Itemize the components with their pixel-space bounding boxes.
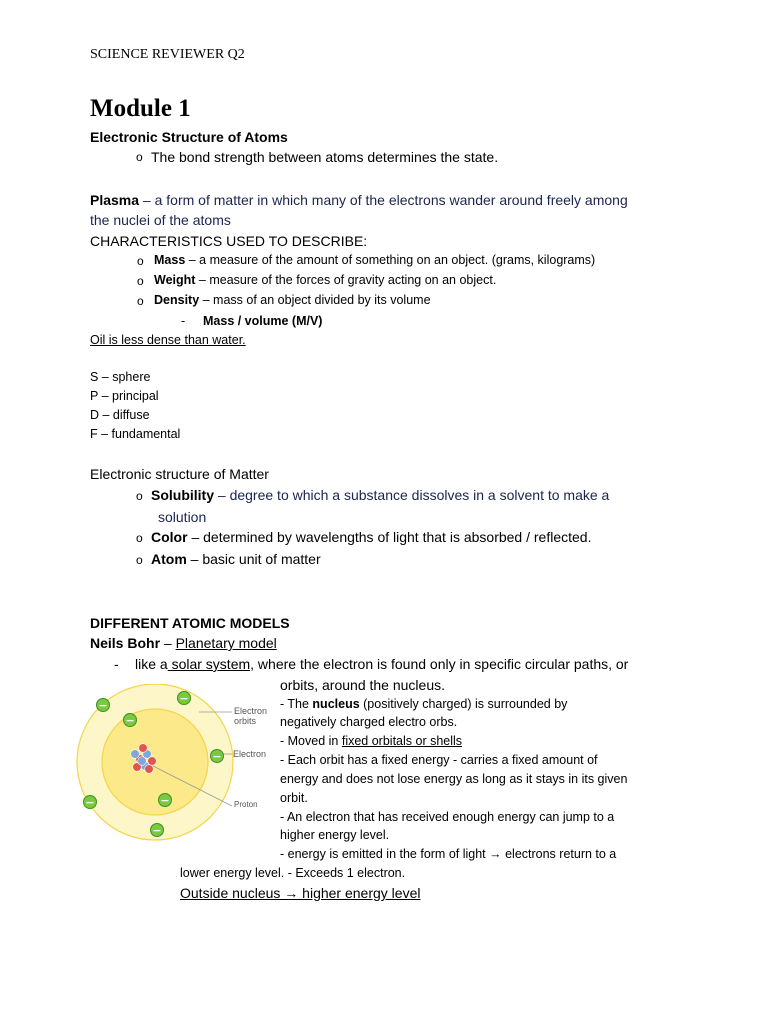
bohr-description-line1 bbox=[135, 655, 628, 673]
orbital-s: S – sphere bbox=[90, 370, 151, 384]
plasma-definition-line2: the nuclei of the atoms bbox=[90, 212, 231, 228]
module-title: Module 1 bbox=[90, 95, 191, 122]
bullet-marker: o bbox=[136, 489, 143, 503]
bullet-bond-strength: The bond strength between atoms determines the state. bbox=[151, 149, 499, 165]
characteristics-heading: CHARACTERISTICS USED TO DESCRIBE: bbox=[90, 233, 368, 249]
neutron bbox=[131, 750, 140, 759]
solar-system: solar system, bbox=[167, 656, 255, 672]
electron bbox=[124, 714, 137, 728]
neutron bbox=[138, 757, 147, 766]
nucleus-term: nucleus bbox=[312, 697, 360, 711]
desc: – basic unit of matter bbox=[186, 551, 321, 567]
fixed-orbitals: fixed orbitals or shells bbox=[341, 734, 463, 748]
desc: – mass of an object divided by its volume bbox=[199, 293, 431, 307]
svg-text:−: − bbox=[125, 714, 135, 727]
text: - Moved in bbox=[280, 734, 342, 748]
bullet-marker: o bbox=[137, 274, 144, 288]
matter-solubility-line2: solution bbox=[158, 509, 207, 525]
proton bbox=[145, 765, 154, 774]
sub-dash: - bbox=[181, 314, 186, 328]
text: where the electron is found only in specific circular paths, or bbox=[254, 656, 629, 672]
models-heading: DIFFERENT ATOMIC MODELS bbox=[90, 615, 290, 631]
bohr-point-light-line1: - energy is emitted in the form of light → electrons return to a bbox=[280, 847, 617, 861]
desc: – measure of the forces of gravity acting on an object. bbox=[195, 273, 497, 287]
term: Color bbox=[151, 529, 188, 545]
label-proton: Proton bbox=[234, 800, 258, 809]
bullet-marker: o bbox=[137, 294, 144, 308]
characteristic-weight bbox=[154, 272, 496, 288]
density-formula: Mass / volume (M/V) bbox=[203, 314, 323, 328]
term: Solubility bbox=[151, 487, 214, 503]
electron bbox=[84, 796, 97, 810]
label-electron: Electron bbox=[233, 749, 267, 759]
svg-text:−: − bbox=[85, 796, 95, 809]
plasma-term: Plasma bbox=[90, 192, 140, 208]
svg-text:−: − bbox=[179, 692, 189, 705]
bohr-point-nucleus-line1 bbox=[280, 696, 567, 712]
desc: – degree to which a substance dissolves in a solvent to make a bbox=[214, 487, 610, 503]
bohr-line bbox=[90, 634, 277, 652]
bohr-point-jump-line1: - An electron that has received enough energy can jump to a bbox=[280, 810, 615, 824]
bohr-dash: - bbox=[114, 656, 119, 672]
bohr-atom-diagram bbox=[76, 684, 276, 844]
bullet-marker: o bbox=[136, 150, 143, 164]
electron bbox=[211, 750, 224, 764]
bohr-point-energy-line3: orbit. bbox=[280, 791, 308, 805]
characteristic-density bbox=[154, 292, 431, 308]
section-heading-electronic-structure: Electronic Structure of Atoms bbox=[90, 129, 288, 145]
bohr-point-energy-line1: - Each orbit has a fixed energy - carries a fixed amount of bbox=[280, 753, 598, 767]
bohr-point-light-line2: lower energy level. - Exceeds 1 electron. bbox=[180, 866, 406, 880]
electron bbox=[151, 824, 164, 838]
term: Atom bbox=[151, 551, 187, 567]
bullet-marker: o bbox=[136, 553, 143, 567]
orbital-f: F – fundamental bbox=[90, 427, 181, 441]
matter-heading: Electronic structure of Matter bbox=[90, 466, 269, 482]
characteristic-mass bbox=[154, 252, 595, 268]
matter-atom bbox=[151, 550, 321, 568]
matter-color bbox=[151, 528, 591, 546]
bullet-marker: o bbox=[136, 531, 143, 545]
bohr-description-line2: orbits, around the nucleus. bbox=[280, 677, 445, 693]
bohr-model: Planetary model bbox=[175, 635, 277, 651]
bohr-sep: – bbox=[160, 635, 176, 651]
text: like a bbox=[135, 656, 168, 672]
electron bbox=[159, 794, 172, 808]
bohr-point-shells bbox=[280, 733, 462, 749]
orbital-p: P – principal bbox=[90, 389, 159, 403]
document-header: SCIENCE REVIEWER Q2 bbox=[90, 47, 245, 62]
svg-text:−: − bbox=[160, 794, 170, 807]
text: (positively charged) is surrounded by bbox=[359, 697, 568, 711]
orbital-d: D – diffuse bbox=[90, 408, 150, 422]
term: Density bbox=[154, 293, 200, 307]
label-electron-orbits: orbits bbox=[234, 716, 257, 726]
plasma-definition-line1 bbox=[90, 191, 628, 209]
electron bbox=[178, 692, 191, 706]
bohr-name: Neils Bohr bbox=[90, 635, 161, 651]
proton bbox=[139, 744, 148, 753]
term: Mass bbox=[154, 253, 186, 267]
bohr-point-nucleus-line2: negatively charged electro orbs. bbox=[280, 715, 458, 729]
electron bbox=[97, 699, 110, 713]
matter-solubility-line1 bbox=[151, 486, 609, 504]
svg-text:−: − bbox=[212, 750, 222, 763]
density-note: Oil is less dense than water. bbox=[90, 333, 246, 347]
bullet-marker: o bbox=[137, 254, 144, 268]
desc: – a measure of the amount of something on an object. (grams, kilograms) bbox=[185, 253, 596, 267]
desc: – determined by wavelengths of light that is absorbed / reflected. bbox=[187, 529, 592, 545]
bohr-point-energy-line2: energy and does not lose energy as long as it stays in its given bbox=[280, 772, 628, 786]
outside-nucleus-note: Outside nucleus → higher energy level bbox=[180, 885, 421, 901]
term: Weight bbox=[154, 273, 196, 287]
svg-text:−: − bbox=[152, 824, 162, 837]
svg-text:−: − bbox=[98, 699, 108, 712]
label-electron-orbits: Electron bbox=[234, 706, 268, 716]
bohr-point-jump-line2: higher energy level. bbox=[280, 828, 390, 842]
text: - The bbox=[280, 697, 313, 711]
plasma-def: – a form of matter in which many of the electrons wander around freely among bbox=[139, 192, 628, 208]
